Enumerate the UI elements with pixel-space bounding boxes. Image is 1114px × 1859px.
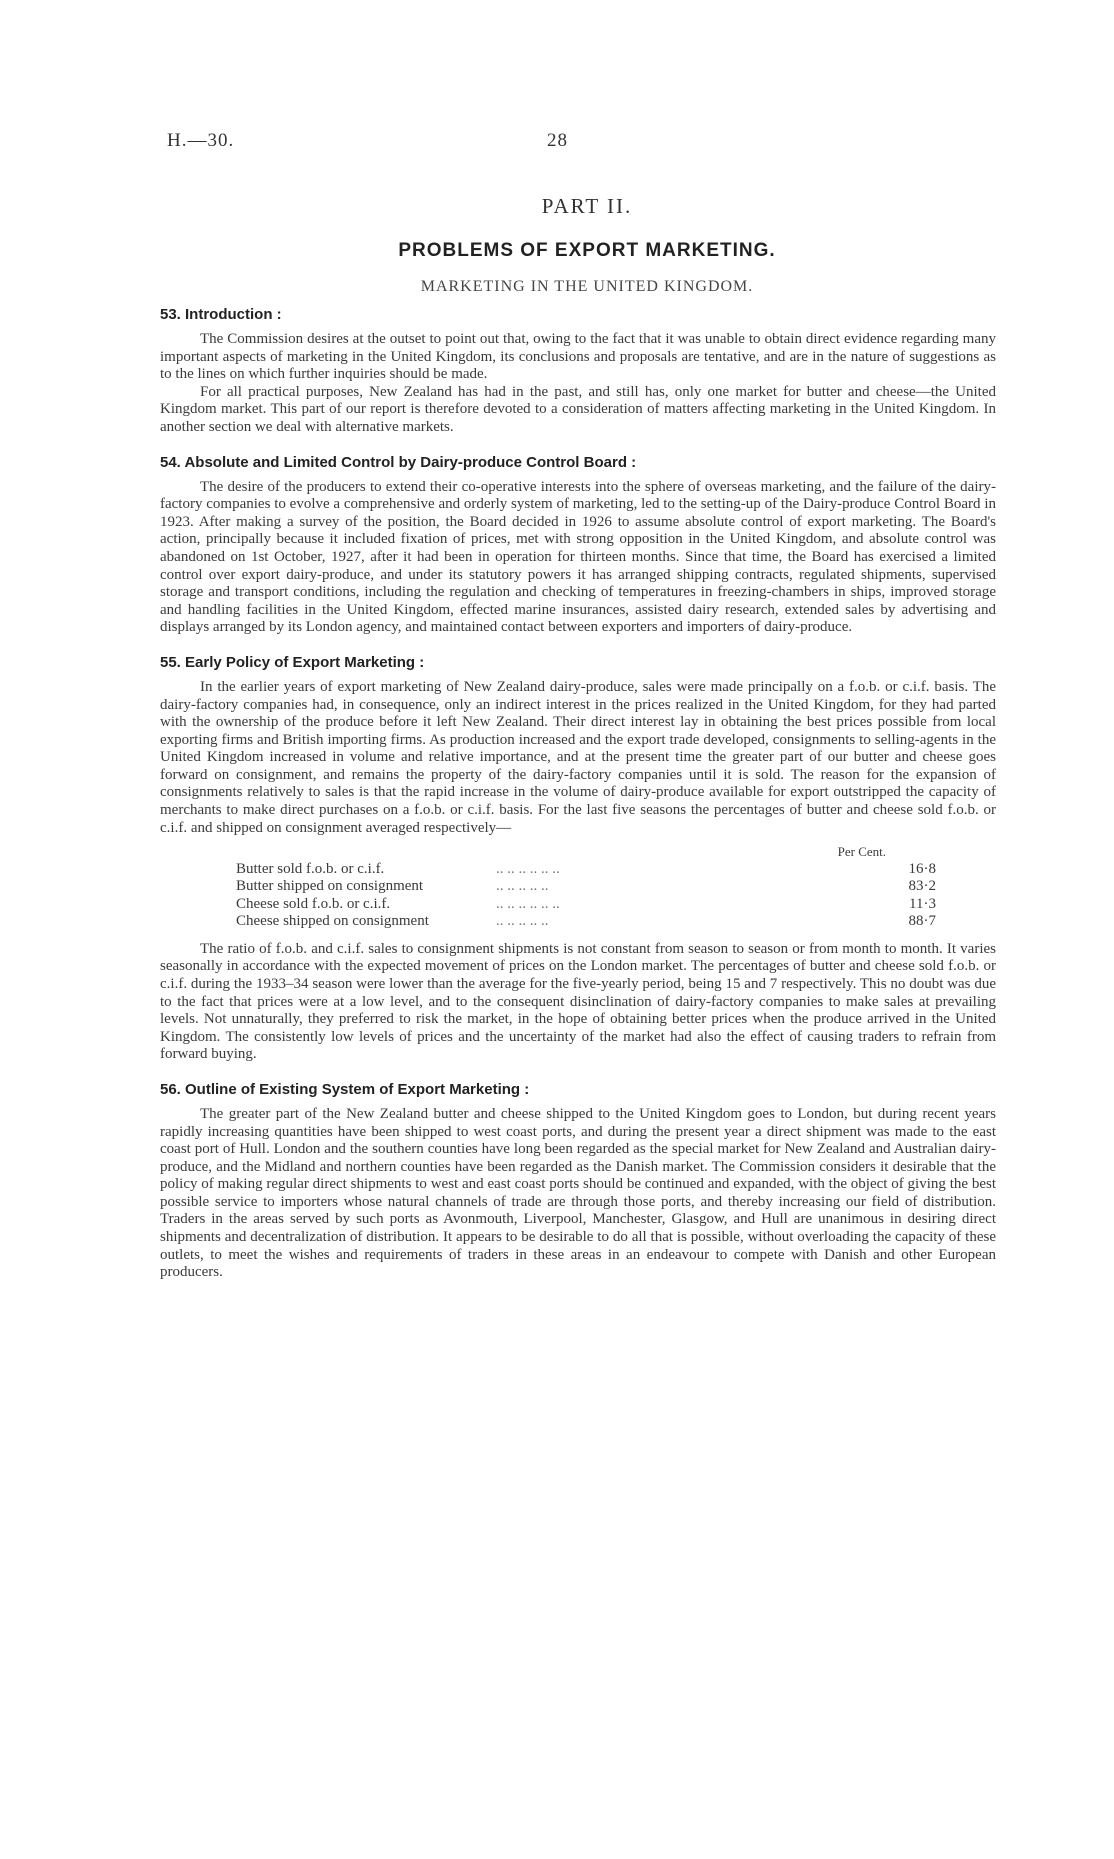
section-53-introduction <box>160 305 996 437</box>
sub-title: MARKETING IN THE UNITED KINGDOM. <box>420 278 754 295</box>
row-value: 83·2 <box>908 878 936 895</box>
leader-dots: .. .. .. .. .. <box>496 913 549 930</box>
page-number: 28 <box>547 130 568 151</box>
section-heading: 55. Early Policy of Export Marketing : <box>160 653 425 671</box>
row-value: 88·7 <box>908 913 936 930</box>
table-row <box>236 878 936 896</box>
row-label: Butter sold f.o.b. or c.i.f. <box>236 860 385 877</box>
part-title: PART II. <box>541 194 633 218</box>
leader-dots: .. .. .. .. .. .. <box>496 895 560 912</box>
paragraph: The ratio of f.o.b. and c.i.f. sales to consignment shipments is not constant from season to season or from month to month. It varies seasonally in accordance with the expected movement of prices on the London market. The percentages of butter and cheese sold f.o.b. or c.i.f. during the 1933–34 season were lower than the average for the five-yearly period, being 15 and 7 respectively. This no doubt was due to the fact that prices were at a low level, and to the consequent disinclination of dairy-factory companies to make sales at prevailing levels. Not unnaturally, they preferred to risk the market, in the hope of obtaining better prices when the produce arrived in the United Kingdom. The consistently low levels of prices and the uncertainty of the market had also the effect of causing traders to refrain from forward buying. <box>160 940 996 1063</box>
paragraph: The Commission desires at the outset to point out that, owing to the fact that it was unable to obtain direct evidence regarding many important aspects of marketing in the United Kingdom, its conclusions and proposals are tentative, and are in the nature of suggestions as to the lines on which further inquiries should be made. <box>160 331 996 383</box>
document-reference: H.—30. <box>167 130 235 151</box>
table-unit-header: Per Cent. <box>837 844 886 860</box>
table-row <box>236 913 936 931</box>
section-55-early-policy <box>160 653 996 1064</box>
section-heading: 56. Outline of Existing System of Export Marketing : <box>160 1080 530 1098</box>
row-value: 16·8 <box>908 860 936 877</box>
document-body <box>160 305 996 1298</box>
section-heading: 54. Absolute and Limited Control by Dairy-produce Control Board : <box>160 453 637 471</box>
main-title: PROBLEMS OF EXPORT MARKETING. <box>398 240 776 261</box>
leader-dots: .. .. .. .. .. <box>496 878 549 895</box>
leader-dots: .. .. .. .. .. .. <box>496 860 560 877</box>
section-56-existing-system <box>160 1080 996 1282</box>
paragraph: The desire of the producers to extend their co-operative interests into the sphere of overseas marketing, and the failure of the dairy-factory companies to evolve a comprehensive and orderly system of marketing, led to the setting-up of the Dairy-produce Control Board in 1923. After making a survey of the position, the Board decided in 1926 to assume absolute control of export marketing. The Board's action, principally because it included fixation of prices, met with strong opposition in the United Kingdom, and absolute control was abandoned on 1st October, 1927, after it had been in operation for thirteen months. Since that time, the Board has exercised a limited control over export dairy-produce, and under its statutory powers it has arranged shipping contracts, regulated shipments, supervised storage and transport conditions, including the regulation and checking of temperatures in freezing-chambers in ships, improved storage and handling facilities in the United Kingdom, effected marine insurances, assisted dairy research, extended sales by advertising and displays arranged by its London agency, and maintained contact between exporters and importers of dairy-produce. <box>160 478 996 636</box>
table-row <box>236 896 936 914</box>
row-label: Cheese sold f.o.b. or c.i.f. <box>236 895 391 912</box>
percentage-table <box>236 843 936 931</box>
paragraph: For all practical purposes, New Zealand has had in the past, and still has, only one market for butter and cheese—the United Kingdom market. This part of our report is therefore devoted to a consideration of matters affecting marketing in the United Kingdom. In another section we deal with alternative markets. <box>160 383 996 435</box>
paragraph: In the earlier years of export marketing of New Zealand dairy-produce, sales were made principally on a f.o.b. or c.i.f. basis. The dairy-factory companies had, in consequence, only an indirect interest in the prices realized in the United Kingdom, for they had parted with the ownership of the produce before it left New Zealand. Their direct interest lay in obtaining the best prices possible from local exporting firms and British importing firms. As production increased and the export trade developed, consignments to selling-agents in the United Kingdom increased in volume and relative importance, and at the present time the greater part of our butter and cheese goes forward on consignment, and remains the property of the dairy-factory companies until it is sold. The reason for the expansion of consignments relatively to sales is that the rapid increase in the volume of dairy-produce available for export outstripped the capacity of merchants to make direct purchases on a f.o.b. or c.i.f. basis. For the last five seasons the percentages of butter and cheese sold f.o.b. or c.i.f. and shipped on consignment averaged respectively— <box>160 678 996 836</box>
row-value: 11·3 <box>909 895 936 912</box>
section-heading: 53. Introduction : <box>160 306 282 323</box>
row-label: Butter shipped on consignment <box>236 878 424 895</box>
row-label: Cheese shipped on consignment <box>236 913 429 930</box>
table-row <box>236 861 936 879</box>
section-54-control <box>160 453 996 637</box>
paragraph: The greater part of the New Zealand butter and cheese shipped to the United Kingdom goes to London, but during recent years rapidly increasing quantities have been shipped to west coast ports, and during the present year a direct shipment was made to the east coast port of Hull. London and the southern counties have long been regarded as the special market for New Zealand and Australian dairy-produce, and the Midland and northern counties have been regarded as the Danish market. The Commission considers it desirable that the policy of making regular direct shipments to west and east coast ports should be continued and expanded, with the object of giving the best possible service to importers whose natural channels of trade are through those ports, and thereby increasing our field of distribution. Traders in the areas served by such ports as Avonmouth, Liverpool, Manchester, Glasgow, and Hull are unanimous in desiring direct shipments and decentralization of distribution. It appears to be desirable to do all that is possible, without overloading the capacity of these outlets, to meet the wishes and requirements of traders in these areas in an endeavour to compete with Danish and other European producers. <box>160 1105 996 1281</box>
